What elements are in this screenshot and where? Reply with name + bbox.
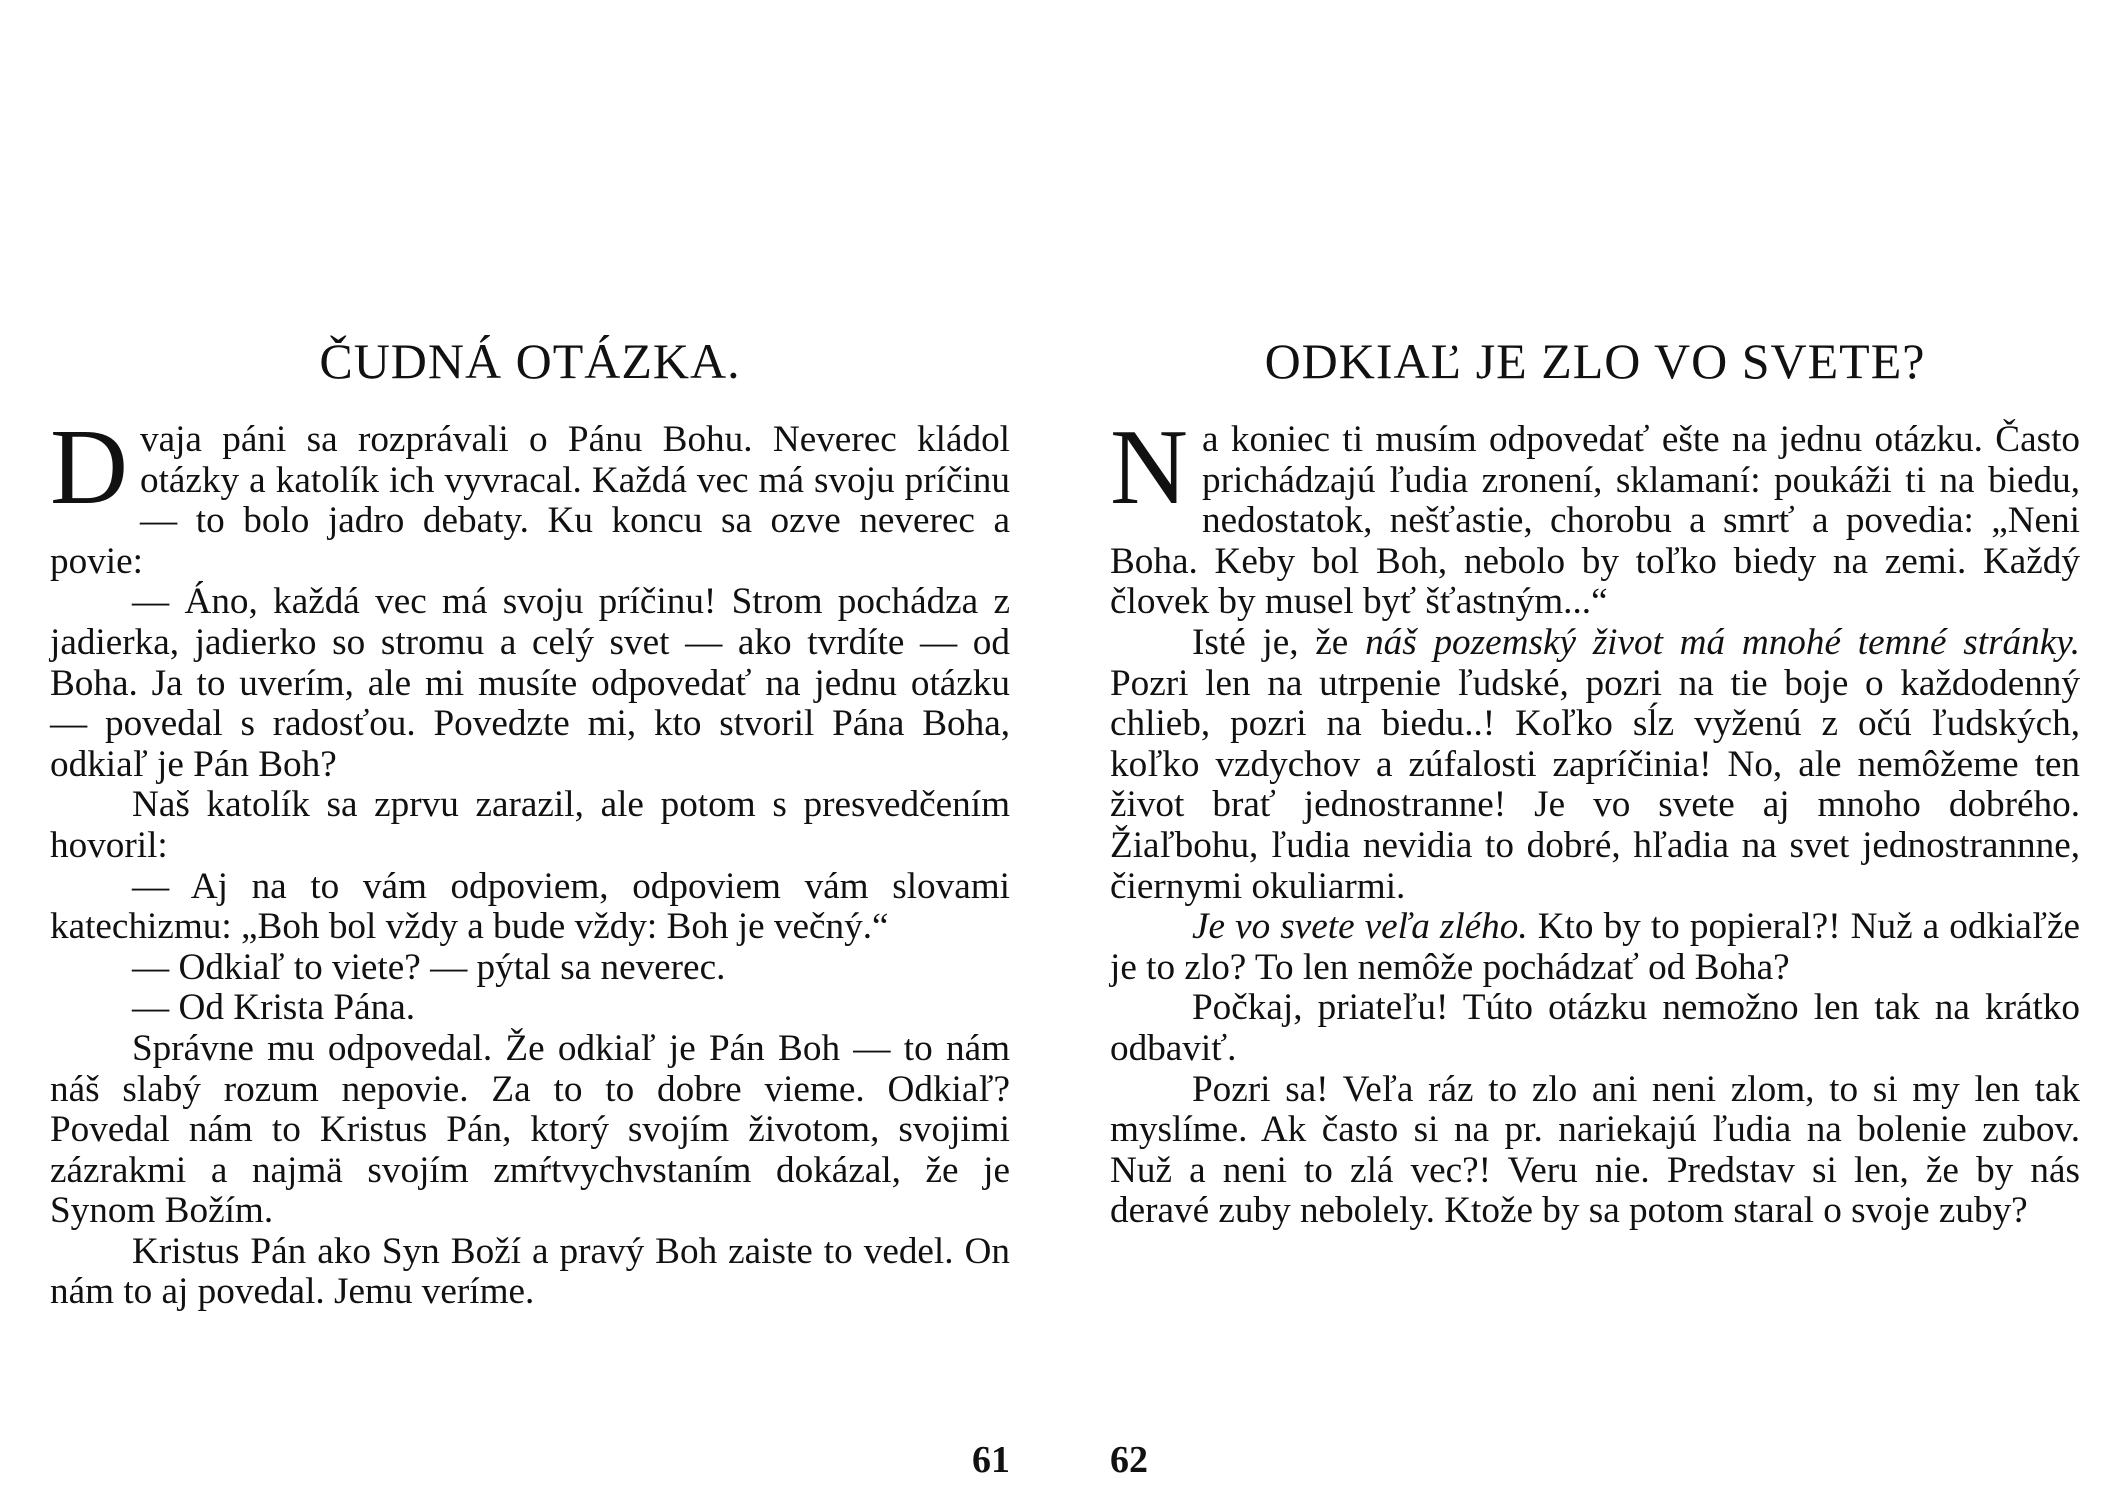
page-number: 61	[972, 1439, 1010, 1481]
paragraph-text: a koniec ti musím odpovedať ešte na jednu otázku. Často prichádzajú ľudia zronení, sklamaní: poukáži ti na biedu, nedostatok, nešťastie, chorobu a smrť a povedia: „Neni Boha. Keby bol Boh, nebolo by toľko biedy na zemi. Každý človek by musel byť šťastným...“	[1110, 419, 2080, 623]
paragraph-text: Kto by to popieral?! Nuž a odkiaľže je to zlo? To len nemôže pochádzať od Boha?	[1110, 906, 2080, 988]
paragraph: Pozri sa! Veľa ráz to zlo ani neni zlom, to si my len tak myslíme. Ak často si na pr. nariekajú ľudia na bolenie zubov. Nuž a neni to zlá vec?! Veru nie. Predstav si len, že by nás deravé zuby nebolely. Ktože by sa potom staral o svoje zuby?	[1110, 1068, 2080, 1232]
right-page	[1110, 0, 2080, 1500]
paragraph: — Aj na to vám odpoviem, odpoviem vám slovami katechizmu: „Boh bol vždy a bude vždy: Boh je večný.“	[50, 865, 1010, 948]
drop-cap: N	[1110, 408, 1188, 527]
emphasis-text: náš pozemský život má mnohé temné stránky.	[1365, 621, 2080, 663]
paragraph-text: vaja páni sa rozprávali o Pánu Bohu. Neverec kládol otázky a katolík ich vyvracal. Každá vec má svoju príčinu — to bolo jadro debaty. Ku koncu sa ozve neverec a povie:	[50, 419, 1010, 582]
paragraph: Naš katolík sa zprvu zarazil, ale potom s presvedčením hovoril:	[50, 784, 1010, 866]
article-body	[1110, 408, 2080, 1232]
left-page	[50, 0, 1010, 1500]
paragraph: Počkaj, priateľu! Túto otázku nemožno len tak na krátko odbaviť.	[1110, 987, 2080, 1069]
page-title: ODKIAĽ JE ZLO VO SVETE?	[1264, 333, 1926, 389]
paragraph	[50, 408, 1010, 582]
emphasis-text: Je vo svete veľa zlého.	[1192, 906, 1528, 948]
drop-cap: D	[50, 408, 128, 527]
paragraph: — Áno, každá vec má svoju príčinu! Strom pochádza z jadierka, jadierko so stromu a celý svet — ako tvrdíte — od Boha. Ja to uverím, ale mi musíte odpovedať na jednu otázku — povedal s radosťou. Povedzte mi, kto stvoril Pána Boha, odkiaľ je Pán Boh?	[50, 581, 1010, 785]
paragraph: Kristus Pán ako Syn Boží a pravý Boh zaiste to vedel. On nám to aj povedal. Jemu veríme.	[50, 1230, 1010, 1313]
paragraph-text: Isté je, že	[1192, 621, 1366, 663]
paragraph	[1110, 907, 2080, 988]
article-body	[50, 408, 1010, 1313]
page-number: 62	[1110, 1439, 1148, 1481]
page-title: ČUDNÁ OTÁZKA.	[319, 333, 741, 389]
paragraph: — Odkiaľ to viete? — pýtal sa neverec.	[132, 946, 726, 988]
paragraph-text: Pozri len na utrpenie ľudské, pozri na tie boje o každodenný chlieb, pozri na biedu..! Koľko sĺz vyženú z očú ľudských, koľko vzdychov a zúfalosti zapríčinia! No, ale nemôžeme ten život brať jednostranne! Je vo svete aj mnoho dobrého. Žiaľbohu, ľudia nevidia to dobré, hľadia na svet jednostrannne, čiernymi okuliarmi.	[1110, 662, 2080, 907]
paragraph: — Od Krista Pána.	[132, 987, 415, 1029]
paragraph	[1110, 408, 2080, 623]
paragraph	[1110, 623, 2080, 907]
paragraph: Správne mu odpovedal. Že odkiaľ je Pán Boh — to nám náš slabý rozum nepovie. Za to to dobre vieme. Odkiaľ? Povedal nám to Kristus Pán, ktorý svojím životom, svojimi zázrakmi a najmä svojím zmŕtvychvstaním dokázal, že je Synom Božím.	[50, 1027, 1010, 1232]
